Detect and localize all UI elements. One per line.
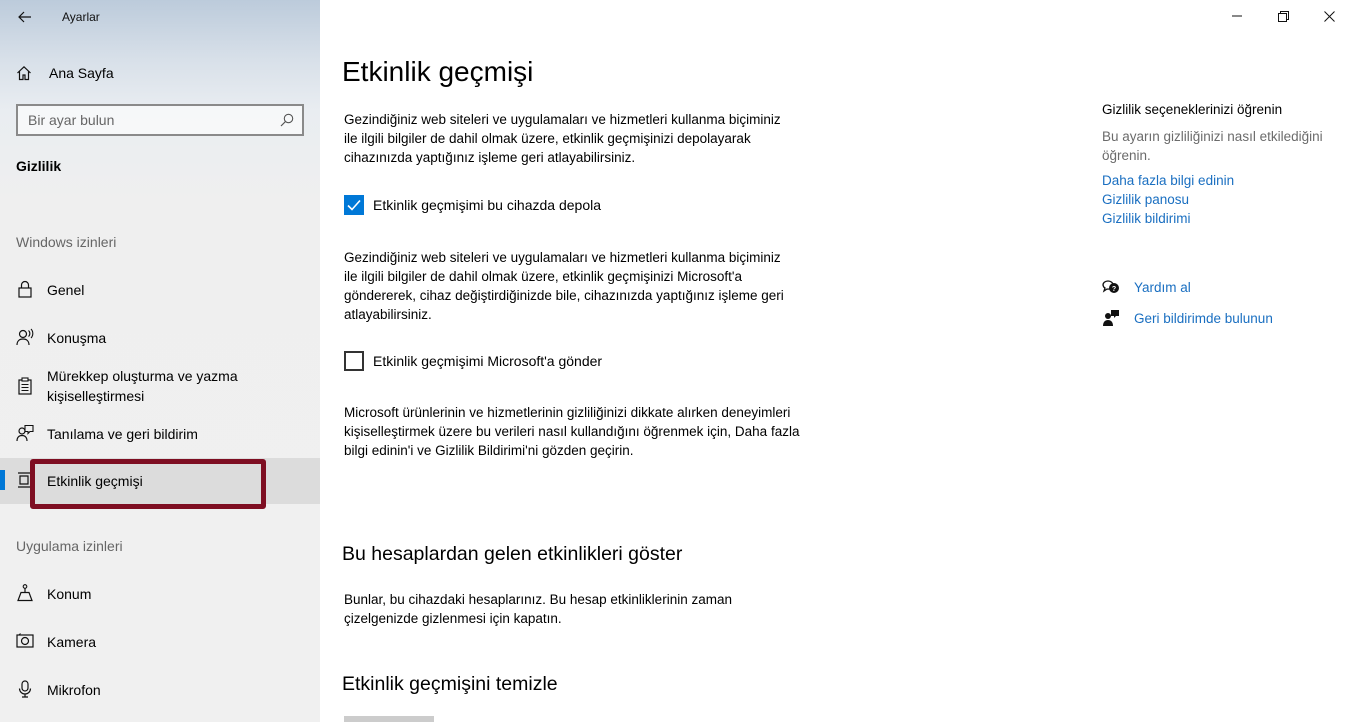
description-send-history: Gezindiğiniz web siteleri ve uygulamaları ve hizmetleri kullanma biçiminiz ile ilgili bilgiler de dahil olmak üzere, etkinlik geçmişinizi Microsoft'a göndererek, cihaz değiştirdiğinizde bile, cihazınızda yaptığınız işleme geri atlayabilirsiniz. bbox=[344, 250, 784, 322]
restore-button[interactable] bbox=[1260, 0, 1306, 32]
clear-history-button[interactable] bbox=[344, 716, 434, 722]
sidebar-item-label: Mürekkep oluşturma ve yazma kişiselleştirmesi bbox=[47, 368, 238, 404]
store-history-checkbox[interactable] bbox=[344, 195, 364, 215]
sidebar-item-label: Tanılama ve geri bildirim bbox=[47, 426, 198, 442]
location-icon bbox=[16, 584, 34, 602]
sidebar-item-speech[interactable] bbox=[0, 318, 320, 358]
lock-icon bbox=[16, 280, 34, 298]
sidebar-item-label: Konuşma bbox=[47, 330, 107, 346]
sidebar-item-inking-typing[interactable] bbox=[0, 364, 320, 410]
send-history-checkbox-row[interactable] bbox=[344, 351, 602, 371]
timeline-icon bbox=[16, 471, 34, 489]
speech-icon bbox=[16, 328, 34, 346]
back-arrow-icon bbox=[18, 11, 32, 23]
store-history-label: Etkinlik geçmişimi bu cihazda depola bbox=[373, 197, 601, 213]
sidebar-item-label: Kamera bbox=[47, 634, 97, 650]
sidebar-item-activity-history[interactable] bbox=[0, 458, 320, 504]
close-button[interactable] bbox=[1306, 0, 1352, 32]
title-bar bbox=[0, 0, 320, 34]
sidebar-item-general[interactable] bbox=[0, 270, 320, 310]
description-local-history: Gezindiğiniz web siteleri ve uygulamaları ve hizmetleri kullanma biçiminiz ile ilgili bilgiler de dahil olmak üzere, etkinlik geçmişinizi depolayarak cihazınızda yaptığınız işleme geri atlayabilirsiniz. bbox=[344, 112, 781, 165]
selection-indicator bbox=[0, 470, 5, 490]
sidebar-item-microphone[interactable] bbox=[0, 670, 320, 710]
sidebar bbox=[0, 0, 320, 722]
store-history-checkbox-row[interactable] bbox=[344, 195, 601, 215]
sidebar-item-label: Genel bbox=[47, 282, 85, 298]
give-feedback-link[interactable]: Geri bildirimde bulunun bbox=[1134, 310, 1273, 326]
main-content bbox=[320, 0, 1352, 722]
minimize-icon bbox=[1232, 11, 1242, 21]
app-title: Ayarlar bbox=[62, 10, 100, 24]
give-feedback-row[interactable] bbox=[1102, 309, 1273, 327]
learn-more-link[interactable]: Daha fazla bilgi edinin bbox=[1102, 173, 1235, 188]
related-info-panel bbox=[1102, 102, 1352, 228]
camera-icon bbox=[16, 632, 34, 650]
restore-icon bbox=[1278, 11, 1289, 22]
show-activities-description: Bunlar, bu cihazdaki hesaplarınız. Bu hesap etkinliklerinin zaman çizelgenizde gizlenmesi için kapatın. bbox=[344, 592, 732, 626]
search-input[interactable] bbox=[18, 106, 302, 134]
sidebar-item-label: Etkinlik geçmişi bbox=[47, 473, 143, 489]
home-label: Ana Sayfa bbox=[49, 65, 114, 81]
microphone-icon bbox=[16, 680, 34, 698]
clipboard-icon bbox=[16, 377, 34, 395]
send-history-checkbox[interactable] bbox=[344, 351, 364, 371]
back-button[interactable] bbox=[14, 6, 36, 28]
privacy-statement-link[interactable]: Gizlilik bildirimi bbox=[1102, 211, 1191, 226]
show-activities-heading: Bu hesaplardan gelen etkinlikleri göster bbox=[342, 543, 683, 565]
group-header-windows-permissions: Windows izinleri bbox=[16, 234, 117, 250]
home-nav-item[interactable] bbox=[0, 56, 320, 90]
sidebar-item-label: Konum bbox=[47, 586, 92, 602]
rail-description: Bu ayarın gizliliğinizi nasıl etkilediğini öğrenin. bbox=[1102, 129, 1323, 163]
close-icon bbox=[1324, 11, 1335, 22]
settings-search-box[interactable] bbox=[16, 104, 304, 136]
sidebar-item-location[interactable] bbox=[0, 574, 320, 614]
window-controls bbox=[1214, 0, 1352, 32]
sidebar-item-diagnostics-feedback[interactable] bbox=[0, 414, 320, 454]
privacy-dashboard-link[interactable]: Gizlilik panosu bbox=[1102, 192, 1190, 207]
get-help-row[interactable] bbox=[1102, 278, 1191, 296]
home-icon bbox=[16, 65, 32, 81]
get-help-link[interactable]: Yardım al bbox=[1134, 279, 1191, 295]
search-icon[interactable] bbox=[280, 113, 294, 127]
privacy-description: Microsoft ürünlerinin ve hizmetlerinin gizliliğinizi dikkate alırken deneyimleri kişiselleştirmek üzere bu verileri nasıl kullandığını öğrenmek için, Daha fazla bilgi edinin'i ve Gizlilik Bildirimi'ni gözden geçirin. bbox=[344, 405, 800, 458]
page-title: Etkinlik geçmişi bbox=[342, 56, 534, 87]
feedback-person-icon bbox=[16, 424, 34, 442]
clear-history-heading: Etkinlik geçmişini temizle bbox=[342, 673, 558, 695]
minimize-button[interactable] bbox=[1214, 0, 1260, 32]
sidebar-item-camera[interactable] bbox=[0, 622, 320, 662]
feedback-icon bbox=[1102, 309, 1120, 327]
group-header-app-permissions: Uygulama izinleri bbox=[16, 538, 123, 554]
help-chat-icon bbox=[1102, 278, 1120, 296]
section-title: Gizlilik bbox=[16, 158, 62, 174]
checkmark-icon bbox=[347, 199, 361, 211]
send-history-label: Etkinlik geçmişimi Microsoft'a gönder bbox=[373, 353, 603, 369]
sidebar-item-label: Mikrofon bbox=[47, 682, 101, 698]
rail-title: Gizlilik seçeneklerinizi öğrenin bbox=[1102, 102, 1283, 117]
svg-text:?: ? bbox=[1111, 286, 1117, 293]
